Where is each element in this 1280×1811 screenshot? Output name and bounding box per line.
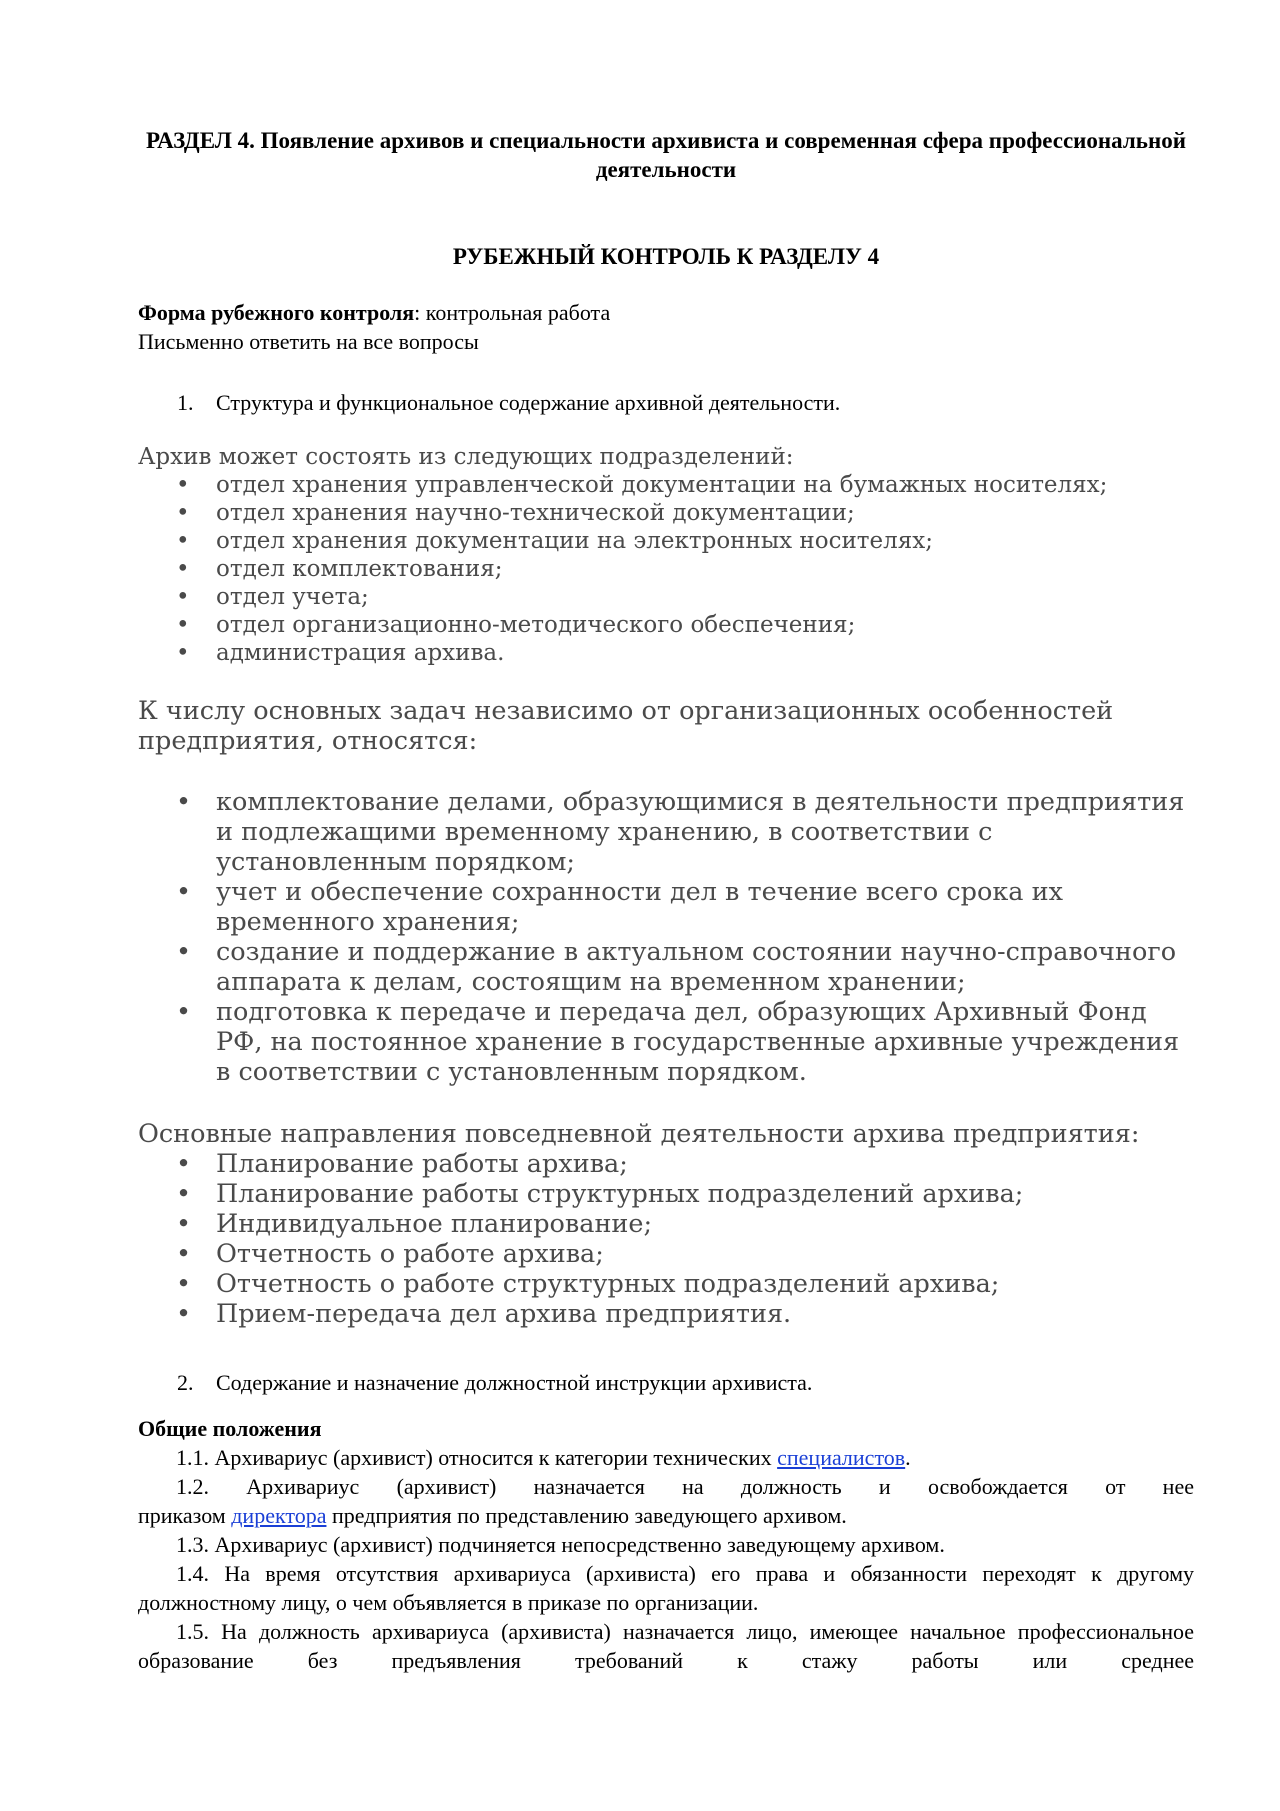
list-item: • отдел хранения документации на электронных носителях; (138, 527, 1194, 555)
control-title: РУБЕЖНЫЙ КОНТРОЛЬ К РАЗДЕЛУ 4 (452, 244, 880, 269)
list-item: • отдел учета; (138, 583, 1194, 611)
section-title: РАЗДЕЛ 4. Появление архивов и специальности архивиста и современная сфера профессиональной деятельности (146, 128, 1186, 182)
directions-intro: Основные направления повседневной деятельности архива предприятия: (138, 1119, 1140, 1149)
list-item: • Индивидуальное планирование; (138, 1209, 1194, 1239)
divisions-intro: Архив может состоять из следующих подразделений: (138, 444, 794, 470)
general-paragraph-5: 1.5. На должность архивариуса (архивиста) назначается лицо, имеющее начальное профессиональное образование без предъявления требований к стажу работы или среднее (138, 1619, 1194, 1673)
question2-number: 2. (177, 1370, 194, 1395)
list-item: • создание и поддержание в актуальном состоянии научно-справочного аппарата к делам, состоящим на временном хранении; (138, 937, 1194, 997)
list-item: • подготовка к передаче и передача дел, образующих Архивный Фонд РФ, на постоянное хранение в государственные архивные учреждения в соответствии с установленным порядком. (138, 997, 1194, 1087)
director-link[interactable]: директора (231, 1503, 327, 1528)
form-value: : контрольная работа (414, 300, 611, 325)
tasks-intro: К числу основных задач независимо от организационных особенностей предприятия, относятся: (138, 696, 1114, 756)
list-item: • учет и обеспечение сохранности дел в течение всего срока их временного хранения; (138, 877, 1194, 937)
list-item: • комплектование делами, образующимися в деятельности предприятия и подлежащими временному хранению, в соответствии с установленным порядком; (138, 787, 1194, 877)
list-item: • администрация архива. (138, 639, 1194, 667)
general-paragraph-2-line-1: 1.2. Архивариус (архивист) назначается на должность и освобождается от нее (176, 1474, 1194, 1499)
question2-text: Содержание и назначение должностной инструкции архивиста. (216, 1370, 813, 1395)
general-heading: Общие положения (138, 1416, 322, 1441)
form-label: Форма рубежного контроля (138, 300, 415, 325)
form-line (138, 298, 1194, 327)
list-item: • отдел хранения научно-технической документации; (138, 499, 1194, 527)
general-paragraph-4: 1.4. На время отсутствия архивариуса (архивиста) его права и обязанности переходят к другому должностному лицу, о чем объявляется в приказе по организации. (138, 1561, 1194, 1615)
general-paragraph-1: 1.1. Архивариус (архивист) относится к категории технических специалистов. (176, 1445, 911, 1470)
list-item: • Отчетность о работе архива; (138, 1239, 1194, 1269)
list-item: • Отчетность о работе структурных подразделений архива; (138, 1269, 1194, 1299)
general-paragraph-2-line-2: приказом директора предприятия по представлению заведующего архивом. (138, 1503, 847, 1528)
divisions-list (138, 471, 1194, 667)
form-instruction: Письменно ответить на все вопросы (138, 329, 479, 354)
document-page (138, 0, 1194, 1811)
directions-list (138, 1149, 1194, 1329)
question1-text: Структура и функциональное содержание архивной деятельности. (216, 390, 841, 415)
list-item: • отдел хранения управленческой документации на бумажных носителях; (138, 471, 1194, 499)
list-item: • Планирование работы структурных подразделений архива; (138, 1179, 1194, 1209)
general-paragraph-3: 1.3. Архивариус (архивист) подчиняется непосредственно заведующему архивом. (176, 1532, 945, 1557)
list-item: • отдел организационно-методического обеспечения; (138, 611, 1194, 639)
specialists-link[interactable]: специалистов (777, 1445, 906, 1470)
list-item: • Прием-передача дел архива предприятия. (138, 1299, 1194, 1329)
list-item: • Планирование работы архива; (138, 1149, 1194, 1179)
tasks-list (138, 787, 1194, 1087)
question1-number: 1. (177, 390, 194, 415)
list-item: • отдел комплектования; (138, 555, 1194, 583)
